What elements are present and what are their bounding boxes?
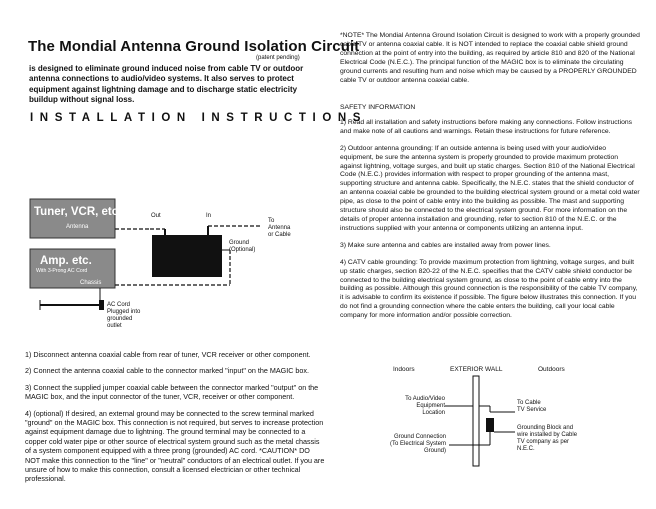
- amp-sub-label: With 3-Prong AC Cord: [36, 268, 88, 274]
- safety-item-3: 3) Make sure antenna and cables are installed away from power lines.: [340, 241, 551, 249]
- step-4: 4) (optional) If desired, an external ground may be connected to the screw terminal marked "ground" on the MAGIC box. This connection is not required, but serves to increase protection against equipment damage due to lightning. The ground terminal may be connected to a copper cold water pipe or other source of electrical system ground such as the metal chassis of a system component equipped with a three prong (grounded) AC cord. *CAUTION* DO NOT make this connection to the "line" or "neutral" conductors of an electrical outlet. If you are unsure of how to make this connection, consult a licensed electrician or other technical professional.: [25, 408, 325, 484]
- in-label: In: [206, 213, 212, 219]
- grounding-block: [486, 418, 494, 432]
- step-1: 1) Disconnect antenna coaxial cable from rear of tuner, VCR receiver or other component.: [25, 350, 311, 359]
- out-label: Out: [151, 213, 161, 219]
- document-title: The Mondial Antenna Ground Isolation Circuit: [28, 38, 360, 55]
- av-equipment-label: To Audio/Video Equipment Location: [405, 396, 445, 416]
- to-antenna-label: To Antenna or Cable: [268, 218, 291, 238]
- note-paragraph: *NOTE* The Mondial Antenna Ground Isolation Circuit is designed to work with a properly grounded cable TV or antenna coaxial cable. It is NOT intended to replace the coaxial cable shield ground connection at the point of entry into the building, as required by article 810 and 820 of the National Electrical Code (N.E.C.). The principal function of the MAGIC box is to eliminate the circulating ground currents and resulting hum and noise which may be caused by a PROPERLY GROUNDED cable TV or outdoor antenna coaxial cable.: [340, 32, 640, 84]
- indoors-label: Indoors: [393, 366, 415, 373]
- step-2: 2) Connect the antenna coaxial cable to the connector marked "input" on the MAGIC box.: [25, 366, 309, 376]
- cable-tv-label: To Cable TV Service: [517, 400, 547, 413]
- outdoors-label: Outdoors: [538, 366, 565, 373]
- ground-connection-label: Ground Connection (To Electrical System Ground): [389, 434, 446, 454]
- safety-heading: SAFETY INFORMATION: [340, 104, 416, 111]
- ac-cord-label: AC Cord Plugged into grounded outlet: [107, 302, 141, 329]
- chassis-label: Chassis: [80, 280, 102, 286]
- installation-heading: INSTALLATION INSTRUCTIONS: [30, 112, 368, 124]
- step-3: 3) Connect the supplied jumper coaxial cable between the connector marked "output" on the MAGIC box, and the input connector of the tuner, VCR, receiver or other component.: [25, 382, 319, 402]
- exterior-wall: [473, 376, 479, 466]
- safety-item-1: 1) Read all installation and safety instructions before making any connections. Follow instructions and make note of all cautions and warnings. Retain these instructions for future reference.: [340, 118, 633, 135]
- grounding-block-label: Grounding Block and wire installed by Cable TV company as per N.E.C.: [517, 425, 578, 452]
- ground-label: Ground (Optional): [229, 240, 256, 253]
- exterior-wall-label: EXTERIOR WALL: [450, 366, 503, 373]
- antenna-label: Antenna: [66, 224, 89, 230]
- amp-label: Amp. etc.: [40, 255, 92, 267]
- safety-item-4: 4) CATV cable grounding: To provide maximum protection from lightning, voltage surges, and built up static charges, section 820-22 of the N.E.C. specifies that the CATV cable shield conductor be connected to the building electrical system ground, as close to the point of cable entry into the building as possible. Although this ground connection is the responsibility of the cable TV company, it is advisable to confirm its existence if possible. The figure below illustrates this connection. If you do not find a grounding connection where the cable enters the building, call your local cable company for more information and/or possible correction.: [340, 258, 638, 320]
- patent-note: (patent pending): [256, 55, 300, 61]
- safety-item-2: 2) Outdoor antenna grounding: If an outside antenna is being used with your audio/video equipment, be sure the antenna system is properly grounded to provide maximum protection against lightning, voltage surges, and built up static charges. Section 810 of the National Electrical Code (N.E.C.) provides information with respect to proper grounding of the antenna mast, supporting structure and antenna cable. Specifically, the N.E.C. states that the shield conductor of an antenna coaxial cable be grounded to the building electrical system ground or a metal cold water pipe, as close to the point of cable entry into the building as possible. The mast and supporting structure should also be connected to the electrical system ground. For more information on the details of proper antenna installation and grounding, refer to section 810 of the N.E.C. or the instructions supplied with your antenna or components utilizing an antenna input.: [340, 144, 640, 232]
- intro-paragraph: is designed to eliminate ground induced noise from cable TV or outdoor antenna connections to audio/video systems. It also serves to protect equipment against lightning damage and to discharge static electricity buildup without signal loss.: [29, 64, 304, 104]
- tuner-label: Tuner, VCR, etc.: [34, 206, 122, 218]
